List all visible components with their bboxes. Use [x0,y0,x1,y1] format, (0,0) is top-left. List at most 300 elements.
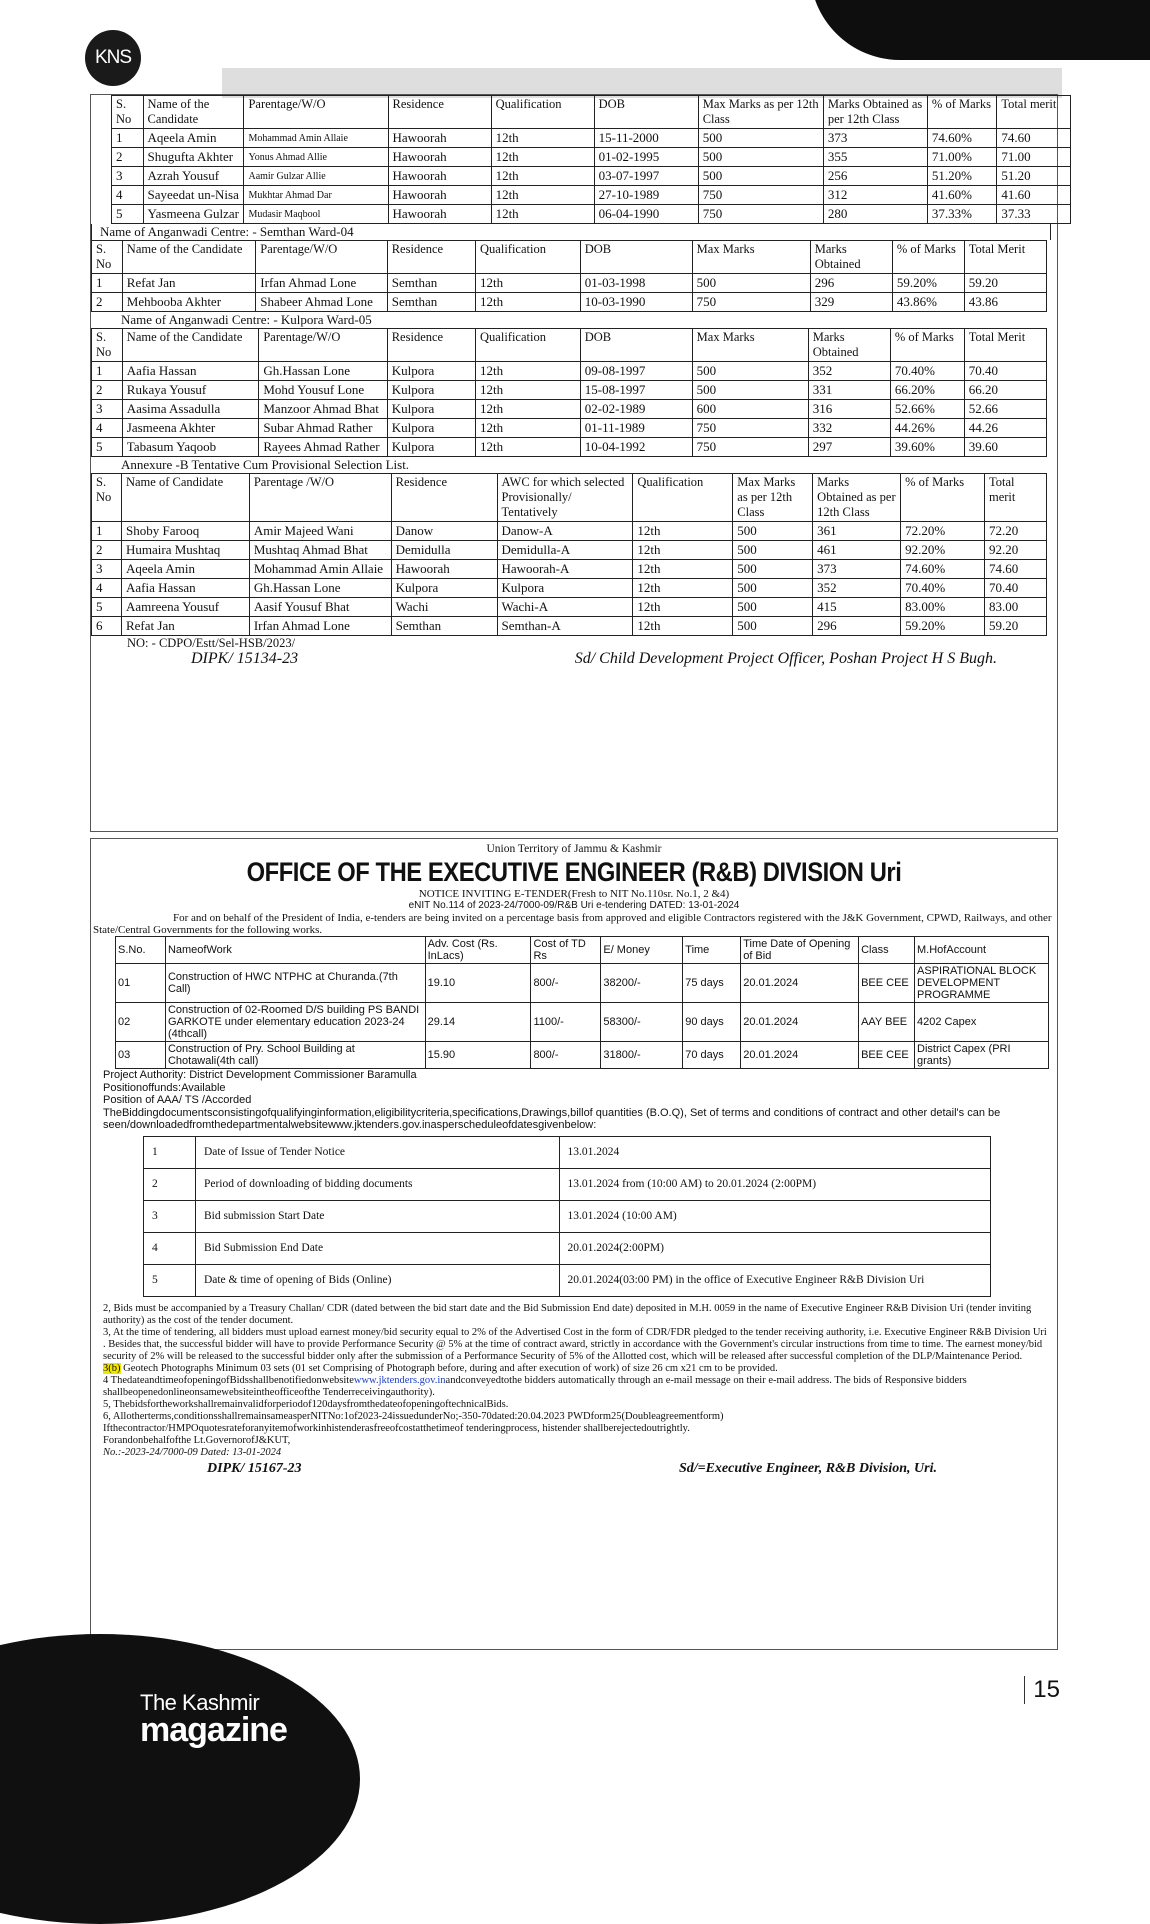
corner-decoration [810,0,1150,60]
table-cell: Rayees Ahmad Rather [259,438,387,457]
table-cell: Aasif Yousuf Bhat [249,598,391,617]
table-cell: 20.01.2024(2:00PM) [559,1232,991,1264]
signature-row [91,650,1057,668]
table-cell: 37.33% [927,205,996,224]
column-header: Marks Obtained as per 12th Class [823,96,927,129]
table-cell: 02 [116,1003,166,1042]
table-row [92,400,1047,419]
table-cell: Demidulla-A [497,541,633,560]
table-cell: 5 [112,205,144,224]
footer-decoration [0,1634,360,1924]
column-header: Class [859,937,915,964]
table-header-row [92,329,1047,362]
table-cell: 27-10-1989 [594,186,698,205]
column-header: Qualification [633,474,733,522]
table-row [116,964,1049,1003]
table-cell: 2 [144,1168,196,1200]
column-header: M.HofAccount [915,937,1049,964]
table-cell: 500 [698,129,823,148]
column-header: Total Merit [964,241,1046,274]
table-cell: 12th [491,186,594,205]
table-cell: 03-07-1997 [594,167,698,186]
table-cell: Irfan Ahmad Lone [256,274,387,293]
column-header: AWC for which selected Provisionally/ Tentatively [497,474,633,522]
column-header: Name of the Candidate [143,96,244,129]
table-header-row [92,241,1047,274]
table-cell: 500 [692,381,808,400]
reference-number: NO: - CDPO/Estt/Sel-HSB/2023/ [127,636,296,650]
column-header: Max Marks [692,241,810,274]
table-cell: 750 [698,205,823,224]
table-cell: Shugufta Akhter [143,148,244,167]
table-cell: 3 [112,167,144,186]
table-cell: 70.40 [964,362,1046,381]
kns-logo: KNS [85,30,141,86]
table-cell: 500 [692,274,810,293]
table-cell: 3 [144,1200,196,1232]
table-cell: Gh.Hassan Lone [259,362,387,381]
table-cell: 39.60 [964,438,1046,457]
table-row [144,1232,991,1264]
table-cell: 5 [144,1264,196,1296]
table-cell: 2 [92,541,122,560]
table-cell: 373 [813,560,901,579]
signature-row [91,1459,1057,1477]
column-header: S. No [92,474,122,522]
table-cell: 15.90 [425,1042,531,1069]
intro-text: For and on behalf of the President of India, e-tenders are being invited on a percentage basis from approved and eligible Contractors registered with the J&K Government, CPWD, Railways, and other State/Central Governments for the following works. [93,912,1052,936]
table-cell: 361 [813,522,901,541]
table-cell: 500 [733,522,813,541]
column-header: DOB [580,241,692,274]
table-cell: 19.10 [425,964,531,1003]
table-cell: Yonus Ahmad Allie [244,148,388,167]
column-header: Name of the Candidate [122,329,259,362]
paragraph-3b [103,1363,1047,1375]
table-cell: 38200/- [601,964,683,1003]
table-cell: Bid submission Start Date [195,1200,559,1232]
column-header: Parentage /W/O [249,474,391,522]
table-row [112,167,1071,186]
table-cell: Mohammad Amin Allaie [244,129,388,148]
table-cell: Construction of 02-Roomed D/S building PS BANDI GARKOTE under elementary education 2023-24 (4thcall) [165,1003,425,1042]
column-header: Total Merit [964,329,1046,362]
table-row [112,148,1071,167]
table-cell: 02-02-1989 [580,400,692,419]
table-cell: Kulpora [387,419,475,438]
table-cell: Kulpora [391,579,497,598]
column-header: Time [683,937,741,964]
table-cell: 297 [808,438,890,457]
table-cell: Semthan [387,293,475,312]
table-cell: 12th [633,598,733,617]
table-cell: Aqeela Amin [121,560,249,579]
bidding-documents-text: TheBiddingdocumentsconsistingofqualifyinginformation,eligibilitycriteria,specifications,Drawings,billof quantities (B.O.Q), Set of terms and conditions of contract and other detail's can be seen/downloadedfromthedepartmentalwebsitewww.jktenders.gov.inasperscheduleofdatesgivenbelow: [103,1106,1001,1131]
column-header: Max Marks as per 12th Class [698,96,823,129]
table-cell: 59.20% [901,617,985,636]
table-cell: AAY BEE [859,1003,915,1042]
table-cell: Kulpora [387,362,475,381]
signature: Sd/=Executive Engineer, R&B Division, Uri. [678,1460,937,1476]
table-cell: 03 [116,1042,166,1069]
column-header: Parentage/W/O [259,329,387,362]
table-cell: 12th [633,541,733,560]
table-cell: 373 [823,129,927,148]
table-cell: 355 [823,148,927,167]
table-row [144,1136,991,1168]
table-cell: 59.20% [892,274,964,293]
table-cell: 20.01.2024 [741,1042,859,1069]
table-cell: 44.26 [964,419,1046,438]
table-cell: 12th [491,148,594,167]
paragraph-4 [103,1375,1047,1399]
table-cell: Subar Ahmad Rather [259,419,387,438]
column-header: Marks Obtained [808,329,890,362]
table-row [92,362,1047,381]
table-row [92,293,1047,312]
table-cell: BEE CEE [859,964,915,1003]
table-cell: 59.20 [984,617,1046,636]
table-cell: 500 [733,560,813,579]
table-cell: Mukhtar Ahmad Dar [244,186,388,205]
table-cell: 01-02-1995 [594,148,698,167]
table-cell: Semthan [387,274,475,293]
column-header: S. No [112,96,144,129]
table-cell: 12th [476,400,581,419]
table-cell: 09-08-1997 [580,362,692,381]
column-header: Total merit [984,474,1046,522]
column-header: Residence [388,96,491,129]
page-number: 15 [1024,1676,1060,1704]
table-row [144,1200,991,1232]
table-row [144,1264,991,1296]
table-cell: 74.60% [901,560,985,579]
candidates-table-semthan [91,240,1047,312]
selection-table-annexure-b [91,473,1047,636]
selection-list-notice [90,94,1058,832]
table-cell: Hawoorah [391,560,497,579]
table-cell: 2 [92,381,123,400]
column-header: Max Marks [692,329,808,362]
table-cell: 58300/- [601,1003,683,1042]
table-cell: Bid Submission End Date [195,1232,559,1264]
jktenders-link[interactable]: www.jktenders.gov.in [353,1374,446,1386]
table-cell: Kulpora [387,438,475,457]
table-cell: 500 [733,579,813,598]
table-cell: 74.60 [984,560,1046,579]
table-cell: Shoby Farooq [121,522,249,541]
table-cell: 4202 Capex [915,1003,1049,1042]
annexure-caption: Annexure -B Tentative Cum Provisional Selection List. [121,457,410,472]
table-cell: 06-04-1990 [594,205,698,224]
table-cell: Mudasir Maqbool [244,205,388,224]
table-row [144,1168,991,1200]
table-cell: Hawoorah [388,205,491,224]
table-cell: 415 [813,598,901,617]
table-cell: Hawoorah [388,167,491,186]
brand-line-2: magazine [140,1711,287,1749]
tender-notice [90,838,1058,1650]
table-cell: 750 [692,438,808,457]
table-cell: Construction of HWC NTPHC at Churanda.(7th Call) [165,964,425,1003]
table-cell: 1 [92,274,123,293]
table-cell: Mushtaq Ahmad Bhat [249,541,391,560]
table-cell: 12th [633,560,733,579]
table-cell: 312 [823,186,927,205]
paragraph-2: 2, Bids must be accompanied by a Treasury Challan/ CDR (dated between the bid start date and the Bid Submission End date) deposited in M.H. 0059 in the name of Executive Engineer R&B Division Uri (tender inviting authority) as the cost of the tender document. [103,1302,1032,1326]
position-of-funds: Positionoffunds:Available [103,1081,226,1094]
candidates-table-kulpora [91,328,1047,457]
table-cell: 4 [92,419,123,438]
table-cell: 296 [813,617,901,636]
table-cell: ASPIRATIONAL BLOCK DEVELOPMENT PROGRAMME [915,964,1049,1003]
table-cell: Mohammad Amin Allaie [249,560,391,579]
table-cell: Tabasum Yaqoob [122,438,259,457]
table-cell: 13.01.2024 from (10:00 AM) to 20.01.2024 (2:00PM) [559,1168,991,1200]
table-cell: 71.00% [927,148,996,167]
table-cell: 12th [476,381,581,400]
office-title: OFFICE OF THE EXECUTIVE ENGINEER (R&B) DIVISION Uri [246,857,902,887]
table-row [92,419,1047,438]
table-cell: 1 [92,362,123,381]
column-header: DOB [594,96,698,129]
column-header: % of Marks [890,329,964,362]
table-cell: Rukaya Yousuf [122,381,259,400]
table-cell: BEE CEE [859,1042,915,1069]
candidates-table-ward [111,95,1071,224]
table-cell: 4 [92,579,122,598]
column-header: % of Marks [892,241,964,274]
table-cell: Date of Issue of Tender Notice [195,1136,559,1168]
table-cell: Jasmeena Akhter [122,419,259,438]
paragraph-6: 6, Allotherterms,conditionsshallremainsameasperNITNo:1of2023-24issuedunderNo;-350-70dated:20.04.2023 PWDform25(Doubleagreementform) [103,1410,724,1422]
column-header: Qualification [491,96,594,129]
table-cell: 500 [692,362,808,381]
table-row [112,186,1071,205]
table-cell: 352 [813,579,901,598]
table-cell: 332 [808,419,890,438]
table-cell: 13.01.2024 (10:00 AM) [559,1200,991,1232]
table-cell: 90 days [683,1003,741,1042]
table-cell: Mehbooba Akhter [122,293,255,312]
paragraph-3b-text: Geotech Photographs Minimum 03 sets (01 set Comprising of Photograph before, during and after execution of work) of size 26 cm x21 cm to be provided. [120,1362,778,1374]
table-cell: 12th [476,362,581,381]
column-header: Total merit [997,96,1071,129]
column-header: Qualification [476,329,581,362]
table-cell: 800/- [531,964,601,1003]
table-cell: 74.60 [997,129,1071,148]
table-header-row [116,937,1049,964]
table-cell: 37.33 [997,205,1071,224]
table-cell: 75 days [683,964,741,1003]
table-cell: 01 [116,964,166,1003]
table-cell: 43.86% [892,293,964,312]
table-cell: 83.00% [901,598,985,617]
paragraph-8: Forandonbehalfofthe Lt.GovernorofJ&KUT, [103,1434,291,1446]
paragraph-4-text-2: andconveyedtothe bidders automatically through an e-mail message on their e-mail address. The bids of Responsive bidders shallbeopenedonlineonsamewebsiteintheofficeofthe Tenderreceivingauthority). [103,1374,967,1398]
table-cell: 12th [633,617,733,636]
table-cell: 6 [92,617,122,636]
table-cell: 800/- [531,1042,601,1069]
table-cell: Kulpora [497,579,633,598]
table-cell: 83.00 [984,598,1046,617]
table-cell: Amir Majeed Wani [249,522,391,541]
column-header: Marks Obtained [810,241,892,274]
table-cell: 72.20 [984,522,1046,541]
table-cell: 12th [491,205,594,224]
table-cell: Aamir Gulzar Allie [244,167,388,186]
table-cell: 331 [808,381,890,400]
column-header: Cost of TD Rs [531,937,601,964]
table-cell: 10-04-1992 [580,438,692,457]
table-cell: 71.00 [997,148,1071,167]
table-cell: Kulpora [387,400,475,419]
table-row [92,579,1047,598]
table-cell: Period of downloading of bidding documents [195,1168,559,1200]
table-cell: 750 [698,186,823,205]
brand-line-1: The Kashmir [140,1690,260,1715]
table-cell: Danow-A [497,522,633,541]
table-row [112,205,1071,224]
table-cell: Irfan Ahmad Lone [249,617,391,636]
table-cell: 70.40 [984,579,1046,598]
table-cell: 10-03-1990 [580,293,692,312]
column-header: Parentage/W/O [244,96,388,129]
column-header: S. No [92,329,123,362]
table-cell: 15-08-1997 [580,381,692,400]
project-authority: Project Authority: District Development Commissioner Baramulla [103,1069,417,1081]
table-row [112,129,1071,148]
paragraph-7: Ifthecontractor/HMPOquotesrateforanyitemofworkinhistenderasfreeofcostatthetimeof tenderingprocess, histender shallberejectedoutrightly. [103,1422,690,1434]
column-header: Max Marks as per 12th Class [733,474,813,522]
column-header: Name of the Candidate [122,241,255,274]
table-cell: 500 [733,617,813,636]
table-cell: Aafia Hassan [122,362,259,381]
table-row [116,1003,1049,1042]
table-cell: Mohd Yousuf Lone [259,381,387,400]
conditions [91,1297,1057,1459]
table-cell: 750 [692,293,810,312]
table-cell: 600 [692,400,808,419]
magazine-brand [140,1690,287,1749]
table-cell: Wachi-A [497,598,633,617]
table-cell: 750 [692,419,808,438]
table-cell: 12th [633,522,733,541]
column-header: % of Marks [901,474,985,522]
table-cell: 2 [112,148,144,167]
schedule-table [143,1136,991,1297]
table-cell: Semthan-A [497,617,633,636]
table-cell: 12th [633,579,733,598]
table-cell: 59.20 [964,274,1046,293]
table-cell: Shabeer Ahmad Lone [256,293,387,312]
table-row [92,438,1047,457]
table-cell: 13.01.2024 [559,1136,991,1168]
table-cell: 41.60 [997,186,1071,205]
table-row [92,617,1047,636]
table-cell: 1 [92,522,122,541]
table-cell: Wachi [391,598,497,617]
table-cell: Kulpora [387,381,475,400]
table-cell: 66.20% [890,381,964,400]
column-header: Adv. Cost (Rs. InLacs) [425,937,531,964]
table-cell: 500 [698,167,823,186]
table-row [92,541,1047,560]
table-cell: 52.66% [890,400,964,419]
column-header: Parentage/W/O [256,241,387,274]
nit-line: NOTICE INVITING E-TENDER(Fresh to NIT No.110sr. No.1, 2 &4) [418,888,730,900]
table-cell: Gh.Hassan Lone [249,579,391,598]
signature: Sd/ Child Development Project Officer, Poshan Project H S Bugh. [574,650,997,667]
paragraph-4-text: 4 ThedateandtimeofopeningofBidsshallbenotifiedonwebsite [103,1374,354,1386]
table-cell: Manzoor Ahmad Bhat [259,400,387,419]
table-cell: Aafia Hassan [121,579,249,598]
table-cell: 01-03-1998 [580,274,692,293]
paragraph-5: 5, Thebidsfortheworkshallremainvalidforperiodof120daysfromthedateofopeningoftechnicalBids. [103,1398,509,1410]
table-cell: 256 [823,167,927,186]
column-header: % of Marks [927,96,996,129]
table-cell: Demidulla [391,541,497,560]
table-cell: 5 [92,438,123,457]
column-header: S.No. [116,937,166,964]
table-cell: Yasmeena Gulzar [143,205,244,224]
table-header-row [92,474,1047,522]
table-cell: 461 [813,541,901,560]
table-cell: 51.20% [927,167,996,186]
table-cell: Aamreena Yousuf [121,598,249,617]
column-header: Residence [387,241,475,274]
table-cell: 01-11-1989 [580,419,692,438]
table-cell: 3 [92,400,123,419]
table-row [92,522,1047,541]
paragraph-3: 3, At the time of tendering, all bidders must upload earnest money/bid security equal to 2% of the Advertised Cost in the form of CDR/FDR pledged to the tender receiving authority, i.e. Executive Engineer R&B Division Uri . Besides that, the successful bidder will have to provide Performance Security @ 5% at the time of contract award, strictly in accordance with the Government's circular instructions from time to time. The earnest money/bid security of 2% will be released to the successful bidder only after the submission of a Performance Security of 5% of the Allotted cost, which will be released after successful completion of the DLP/Maintenance Period. [103,1326,1047,1362]
enit-line: eNIT No.114 of 2023-24/7000-09/R&B Uri e-tendering DATED: 13-01-2024 [408,900,740,911]
table-cell: 20.01.2024 [741,1003,859,1042]
table-cell: 92.20% [901,541,985,560]
table-cell: 12th [476,274,581,293]
table-cell: Construction of Pry. School Building at Chotawali(4th call) [165,1042,425,1069]
table-row [92,381,1047,400]
centre-caption: Name of Anganwadi Centre: - Semthan Ward-04 [91,224,1051,240]
table-cell: Semthan [391,617,497,636]
table-cell: 44.26% [890,419,964,438]
table-cell: 2 [92,293,123,312]
table-cell: 500 [733,541,813,560]
table-cell: 12th [491,167,594,186]
column-header: S. No [92,241,123,274]
table-cell: Sayeedat un-Nisa [143,186,244,205]
table-cell: 1 [144,1136,196,1168]
table-cell: 352 [808,362,890,381]
dipk-number: DIPK/ 15134-23 [191,650,299,667]
table-cell: 72.20% [901,522,985,541]
table-cell: 15-11-2000 [594,129,698,148]
column-header: Name of Candidate [121,474,249,522]
table-cell: 70 days [683,1042,741,1069]
table-cell: 280 [823,205,927,224]
table-cell: 316 [808,400,890,419]
table-cell: 329 [810,293,892,312]
table-cell: 12th [476,293,581,312]
table-cell: 43.86 [964,293,1046,312]
table-row [116,1042,1049,1069]
table-header-row [112,96,1071,129]
table-cell: Date & time of opening of Bids (Online) [195,1264,559,1296]
table-cell: Humaira Mushtaq [121,541,249,560]
table-cell: 20.01.2024 [741,964,859,1003]
table-cell: 20.01.2024(03:00 PM) in the office of Executive Engineer R&B Division Uri [559,1264,991,1296]
column-header: E/ Money [601,937,683,964]
